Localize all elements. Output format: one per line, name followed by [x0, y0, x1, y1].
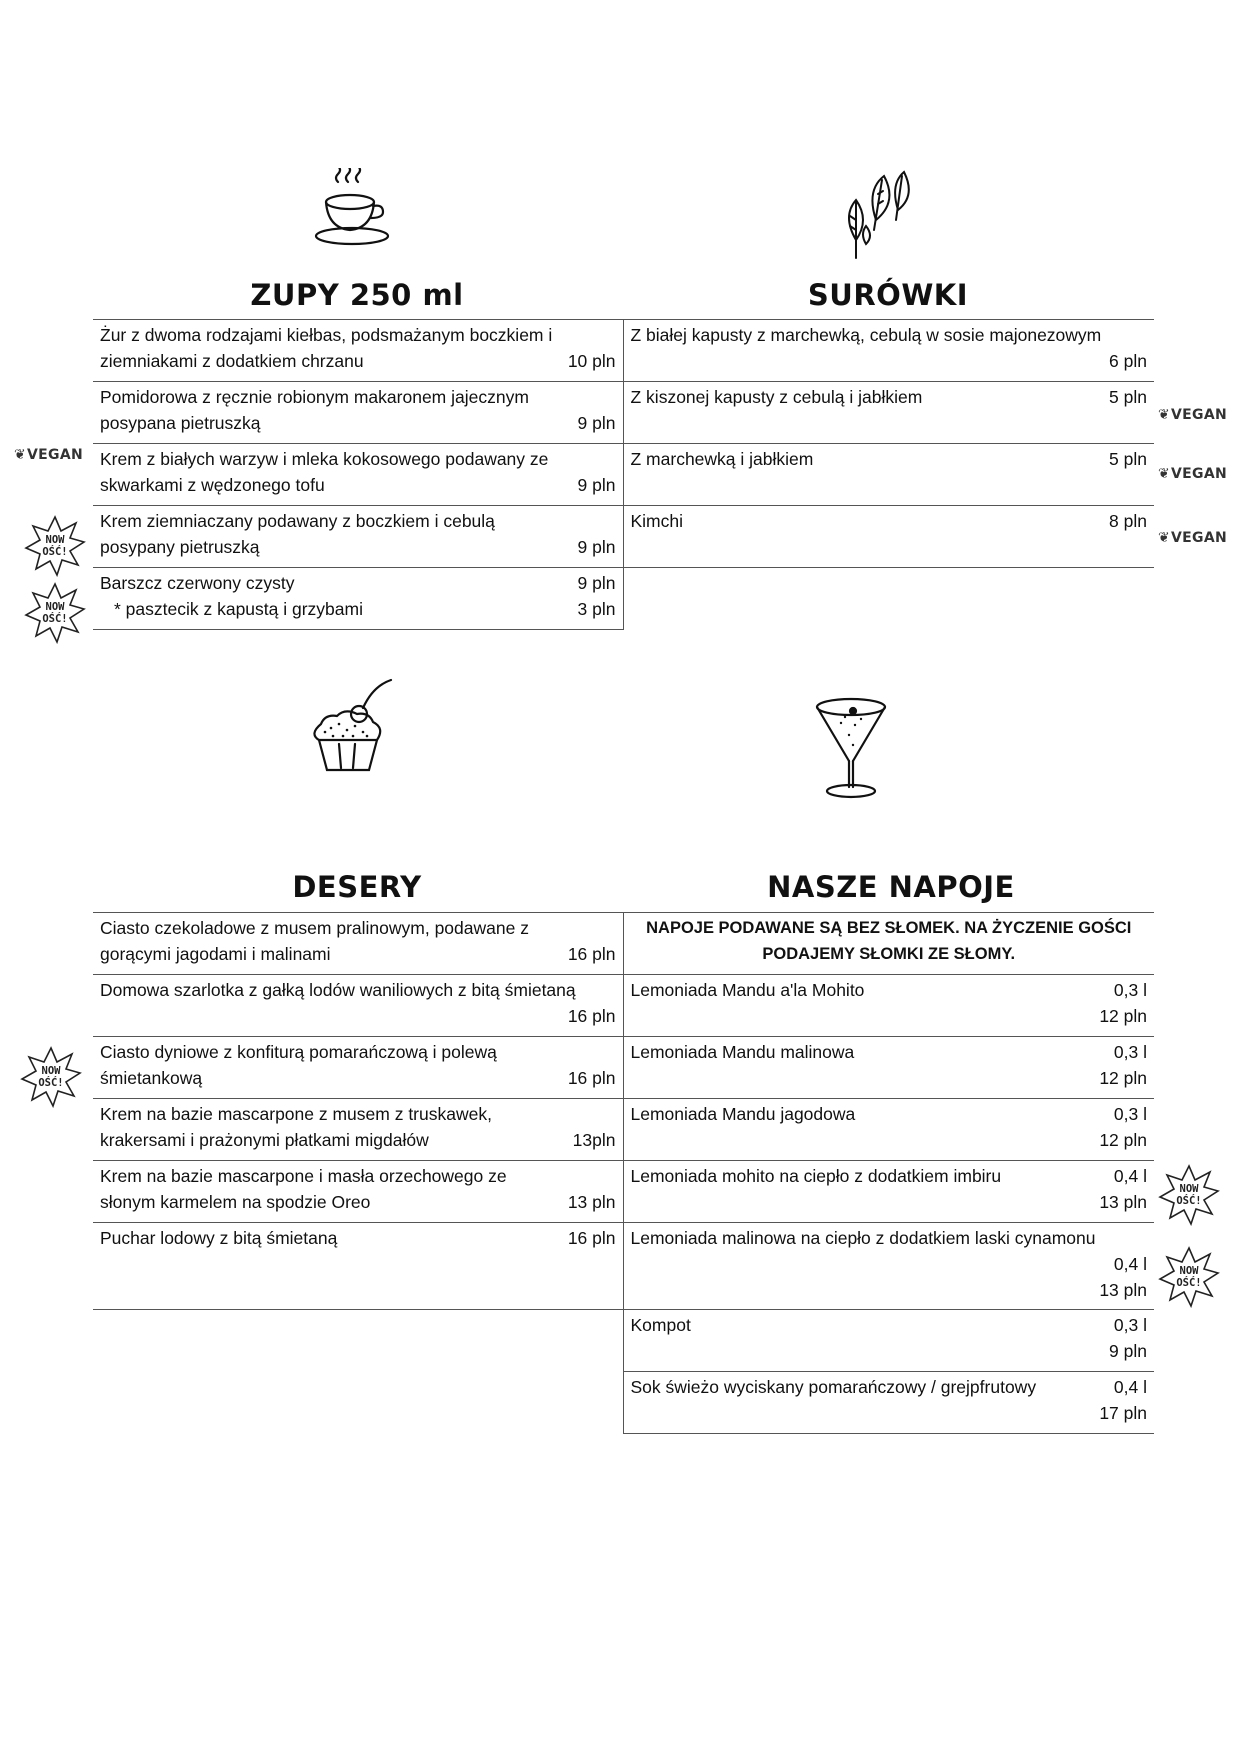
vegan-badge [14, 447, 83, 463]
item-name: Sok świeżo wyciskany pomarańczowy / grejpfrutowy [630, 1377, 1037, 1397]
zupy-surowki-table [93, 319, 1154, 630]
new-badge-text [20, 1046, 82, 1108]
item-volume: 0,3 l [1113, 1042, 1147, 1062]
leaf-icon: ❦ [1158, 466, 1171, 482]
item-name: Z białej kapusty z marchewką, cebulą w sosie majonezowym [630, 325, 1102, 345]
empty-cell [93, 1372, 623, 1434]
item-volume: 0,3 l [1113, 1104, 1147, 1124]
item-name: Krem na bazie mascarpone i masła orzechowego ze słonym karmelem na spodzie Oreo [100, 1166, 507, 1212]
item-name: Kimchi [630, 511, 684, 531]
item-name: Kompot [630, 1315, 691, 1335]
item-volume: 0,4 l [1113, 1377, 1147, 1397]
item-name: Ciasto dyniowe z konfiturą pomarańczową i polewą śmietankową [100, 1042, 497, 1088]
vegan-badge [1158, 407, 1227, 423]
item-name: Krem na bazie mascarpone z musem z truskawek, krakersami i prażonymi płatkami migdałów [100, 1104, 492, 1150]
item-name: Domowa szarlotka z gałką lodów waniliowych z bitą śmietaną [100, 980, 576, 1000]
item-price: 9 pln [577, 537, 616, 557]
drink-item [623, 1223, 1154, 1310]
new-line1: NOW [45, 601, 65, 613]
item-price: 16 pln [567, 1006, 616, 1026]
item-price: 13 pln [567, 1192, 616, 1212]
section-title-napoje: NASZE NAPOJE [767, 870, 1015, 904]
item-sub-price: 3 pln [577, 599, 616, 619]
item-price: 5 pln [1109, 387, 1147, 407]
menu-item [93, 506, 623, 568]
menu-item [93, 975, 623, 1037]
new-badge [1158, 1246, 1220, 1308]
new-line2: OŚĆ! [1176, 1195, 1202, 1207]
item-price: 16 pln [567, 1068, 616, 1088]
new-line1: NOW [1179, 1265, 1199, 1277]
section-title-desery: DESERY [292, 870, 422, 904]
item-price: 9 pln [577, 413, 616, 433]
item-volume: 0,4 l [1113, 1166, 1147, 1186]
item-price: 12 pln [1099, 1068, 1147, 1088]
new-badge-text [1158, 1246, 1220, 1308]
item-price: 9 pln [577, 573, 616, 593]
desery-napoje-table [93, 912, 1154, 1434]
vegan-label: VEGAN [27, 447, 83, 463]
item-name: Krem ziemniaczany podawany z boczkiem i cebulą posypany pietruszką [100, 511, 495, 557]
item-name: Pomidorowa z ręcznie robionym makaronem jajecznym posypana pietruszką [100, 387, 529, 433]
empty-cell [93, 1310, 623, 1372]
item-volume: 0,3 l [1113, 1315, 1147, 1335]
item-price: 5 pln [1109, 449, 1147, 469]
item-price: 13 pln [1099, 1280, 1147, 1300]
menu-item [93, 1099, 623, 1161]
item-price: 12 pln [1099, 1006, 1147, 1026]
item-name: Puchar lodowy z bitą śmietaną [100, 1228, 338, 1248]
new-line1: NOW [41, 1065, 61, 1077]
drink-vol-price [1109, 1312, 1147, 1364]
new-badge-text [24, 515, 86, 577]
vegan-label: VEGAN [1171, 530, 1227, 546]
menu-item [93, 568, 623, 630]
empty-cell [623, 568, 1154, 630]
menu-item [623, 506, 1154, 568]
menu-item [93, 1223, 623, 1310]
leaf-icon: ❦ [1158, 407, 1171, 423]
item-price: 9 pln [577, 475, 616, 495]
vegan-label: VEGAN [1171, 407, 1227, 423]
item-price: 6 pln [1109, 351, 1147, 371]
leaves-icon [836, 160, 918, 260]
new-badge-text [1158, 1164, 1220, 1226]
vegan-badge [1158, 530, 1227, 546]
item-name: Lemoniada Mandu jagodowa [630, 1104, 856, 1124]
new-line1: NOW [45, 534, 65, 546]
drink-vol-price [1099, 1163, 1147, 1215]
item-name: Barszcz czerwony czysty [100, 573, 295, 593]
item-name: Ciasto czekoladowe z musem pralinowym, podawane z gorącymi jagodami i malinami [100, 918, 529, 964]
item-price: 17 pln [1099, 1403, 1147, 1423]
menu-item [93, 382, 623, 444]
new-line2: OŚĆ! [1176, 1277, 1202, 1289]
menu-item [93, 1161, 623, 1223]
drink-item [623, 1037, 1154, 1099]
new-badge [24, 515, 86, 577]
vegan-badge [1158, 466, 1227, 482]
leaf-icon: ❦ [1158, 530, 1171, 546]
drink-item [623, 1310, 1154, 1372]
new-badge [24, 582, 86, 644]
section-title-zupy: ZUPY 250 ml [250, 278, 464, 312]
drink-vol-price [1099, 1374, 1147, 1426]
drink-item [623, 1372, 1154, 1434]
menu-item [93, 1037, 623, 1099]
item-name: Z marchewką i jabłkiem [630, 449, 814, 469]
new-line2: OŚĆ! [42, 613, 68, 625]
item-name: Z kiszonej kapusty z cebulą i jabłkiem [630, 387, 923, 407]
vegan-label: VEGAN [1171, 466, 1227, 482]
leaf-icon: ❦ [14, 447, 27, 463]
new-badge [20, 1046, 82, 1108]
new-badge [1158, 1164, 1220, 1226]
menu-item [93, 913, 623, 975]
menu-item [93, 444, 623, 506]
item-price: 13 pln [1099, 1192, 1147, 1212]
menu-item [623, 444, 1154, 506]
item-name: Lemoniada mohito na ciepło z dodatkiem imbiru [630, 1166, 1002, 1186]
item-name: Lemoniada Mandu malinowa [630, 1042, 855, 1062]
new-line2: OŚĆ! [38, 1077, 64, 1089]
new-badge-text [24, 582, 86, 644]
item-name: Lemoniada malinowa na ciepło z dodatkiem laski cynamonu [630, 1228, 1096, 1248]
item-price: 8 pln [1109, 511, 1147, 531]
menu-item [93, 320, 623, 382]
drink-item [623, 1161, 1154, 1223]
item-volume: 0,4 l [1113, 1254, 1147, 1274]
item-price: 9 pln [1109, 1341, 1147, 1361]
drink-item [623, 1099, 1154, 1161]
item-price: 16 pln [567, 944, 616, 964]
item-price: 13pln [572, 1130, 616, 1150]
section-title-surowki: SURÓWKI [807, 278, 969, 312]
cocktail-glass-icon [811, 695, 891, 800]
drink-vol-price [1099, 977, 1147, 1029]
drink-item [623, 975, 1154, 1037]
cupcake-icon [303, 678, 395, 783]
item-price: 10 pln [567, 351, 616, 371]
item-sub-name: * pasztecik z kapustą i grzybami [114, 599, 363, 619]
item-price: 12 pln [1099, 1130, 1147, 1150]
item-price: 16 pln [567, 1228, 616, 1248]
drink-vol-price [1099, 1101, 1147, 1153]
item-name: Lemoniada Mandu a'la Mohito [630, 980, 865, 1000]
menu-item [623, 320, 1154, 382]
drinks-note: NAPOJE PODAWANE SĄ BEZ SŁOMEK. NA ŻYCZENIE GOŚCI PODAJEMY SŁOMKI ZE SŁOMY. [623, 913, 1154, 975]
new-line1: NOW [1179, 1183, 1199, 1195]
item-volume: 0,3 l [1113, 980, 1147, 1000]
drink-vol-price [1099, 1039, 1147, 1091]
menu-item [623, 382, 1154, 444]
item-name: Krem z białych warzyw i mleka kokosowego podawany ze skwarkami z wędzonego tofu [100, 449, 549, 495]
new-line2: OŚĆ! [42, 546, 68, 558]
soup-bowl-icon [310, 168, 400, 248]
item-name: Żur z dwoma rodzajami kiełbas, podsmażanym boczkiem i ziemniakami z dodatkiem chrzanu [100, 325, 553, 371]
